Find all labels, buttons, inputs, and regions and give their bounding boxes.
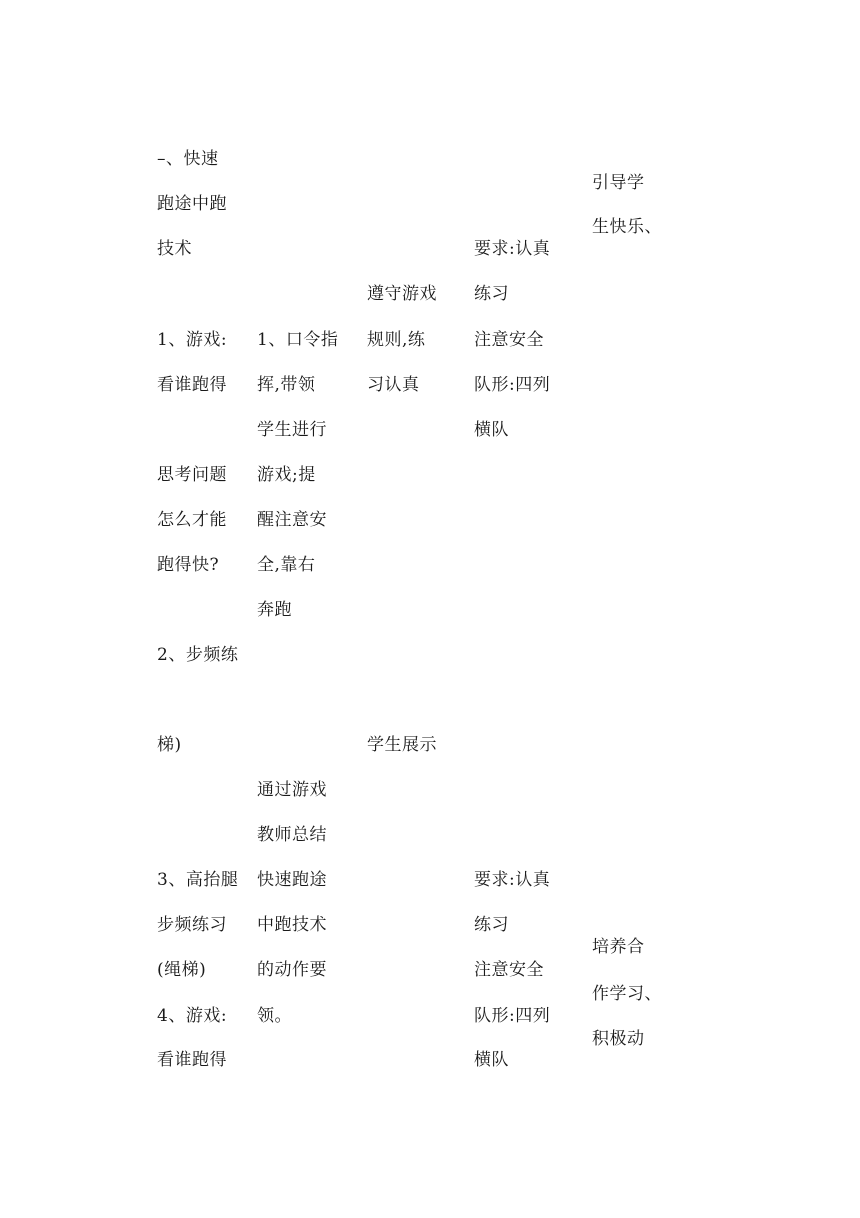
- student-activity-line: 习认真: [367, 375, 420, 395]
- intent-line: 生快乐、: [592, 217, 662, 237]
- organization-line: 注意安全: [474, 960, 544, 980]
- student-activity-line: 遵守游戏: [367, 284, 437, 304]
- content-line: 怎么才能: [157, 510, 227, 530]
- content-line: 2、步频练: [157, 645, 239, 665]
- teacher-activity-line: 1、口令指: [257, 330, 339, 350]
- content-line: 1、游戏:: [157, 330, 228, 350]
- content-line: 跑途中跑: [157, 194, 227, 214]
- content-line: 看谁跑得: [157, 1050, 227, 1070]
- teacher-activity-line: 学生进行: [257, 420, 327, 440]
- content-line: 3、高抬腿: [157, 870, 239, 890]
- organization-line: 注意安全: [474, 330, 544, 350]
- teacher-activity-line: 快速跑途: [257, 870, 327, 890]
- content-line: 步频练习: [157, 915, 227, 935]
- organization-line: 队形:四列: [474, 375, 551, 395]
- teacher-activity-line: 中跑技术: [257, 915, 327, 935]
- intent-line: 引导学: [592, 173, 645, 193]
- content-line: 跑得快?: [157, 555, 220, 575]
- teacher-activity-line: 领。: [257, 1006, 292, 1026]
- organization-line: 横队: [474, 1050, 509, 1070]
- teacher-activity-line: 挥,带领: [257, 375, 316, 395]
- content-line: (绳梯): [157, 960, 207, 980]
- organization-line: 练习: [474, 284, 509, 304]
- teacher-activity-line: 游戏;提: [257, 465, 316, 485]
- content-line: 技术: [157, 239, 192, 259]
- content-line: 看谁跑得: [157, 375, 227, 395]
- teacher-activity-line: 的动作要: [257, 960, 327, 980]
- teacher-activity-line: 奔跑: [257, 600, 292, 620]
- organization-line: 队形:四列: [474, 1006, 551, 1026]
- content-line: 梯): [157, 735, 182, 755]
- organization-line: 要求:认真: [474, 870, 551, 890]
- teacher-activity-line: 全,靠右: [257, 555, 316, 575]
- organization-line: 要求:认真: [474, 239, 551, 259]
- organization-line: 练习: [474, 915, 509, 935]
- intent-line: 培养合: [592, 937, 645, 957]
- student-activity-line: 学生展示: [367, 735, 437, 755]
- student-activity-line: 规则,练: [367, 330, 426, 350]
- teacher-activity-line: 通过游戏: [257, 780, 327, 800]
- teacher-activity-line: 教师总结: [257, 825, 327, 845]
- content-line: 思考问题: [157, 465, 227, 485]
- intent-line: 作学习、: [592, 984, 662, 1004]
- organization-line: 横队: [474, 420, 509, 440]
- content-line: 4、游戏:: [157, 1006, 228, 1026]
- intent-line: 积极动: [592, 1029, 645, 1049]
- content-line: –、快速: [157, 149, 219, 169]
- teacher-activity-line: 醒注意安: [257, 510, 327, 530]
